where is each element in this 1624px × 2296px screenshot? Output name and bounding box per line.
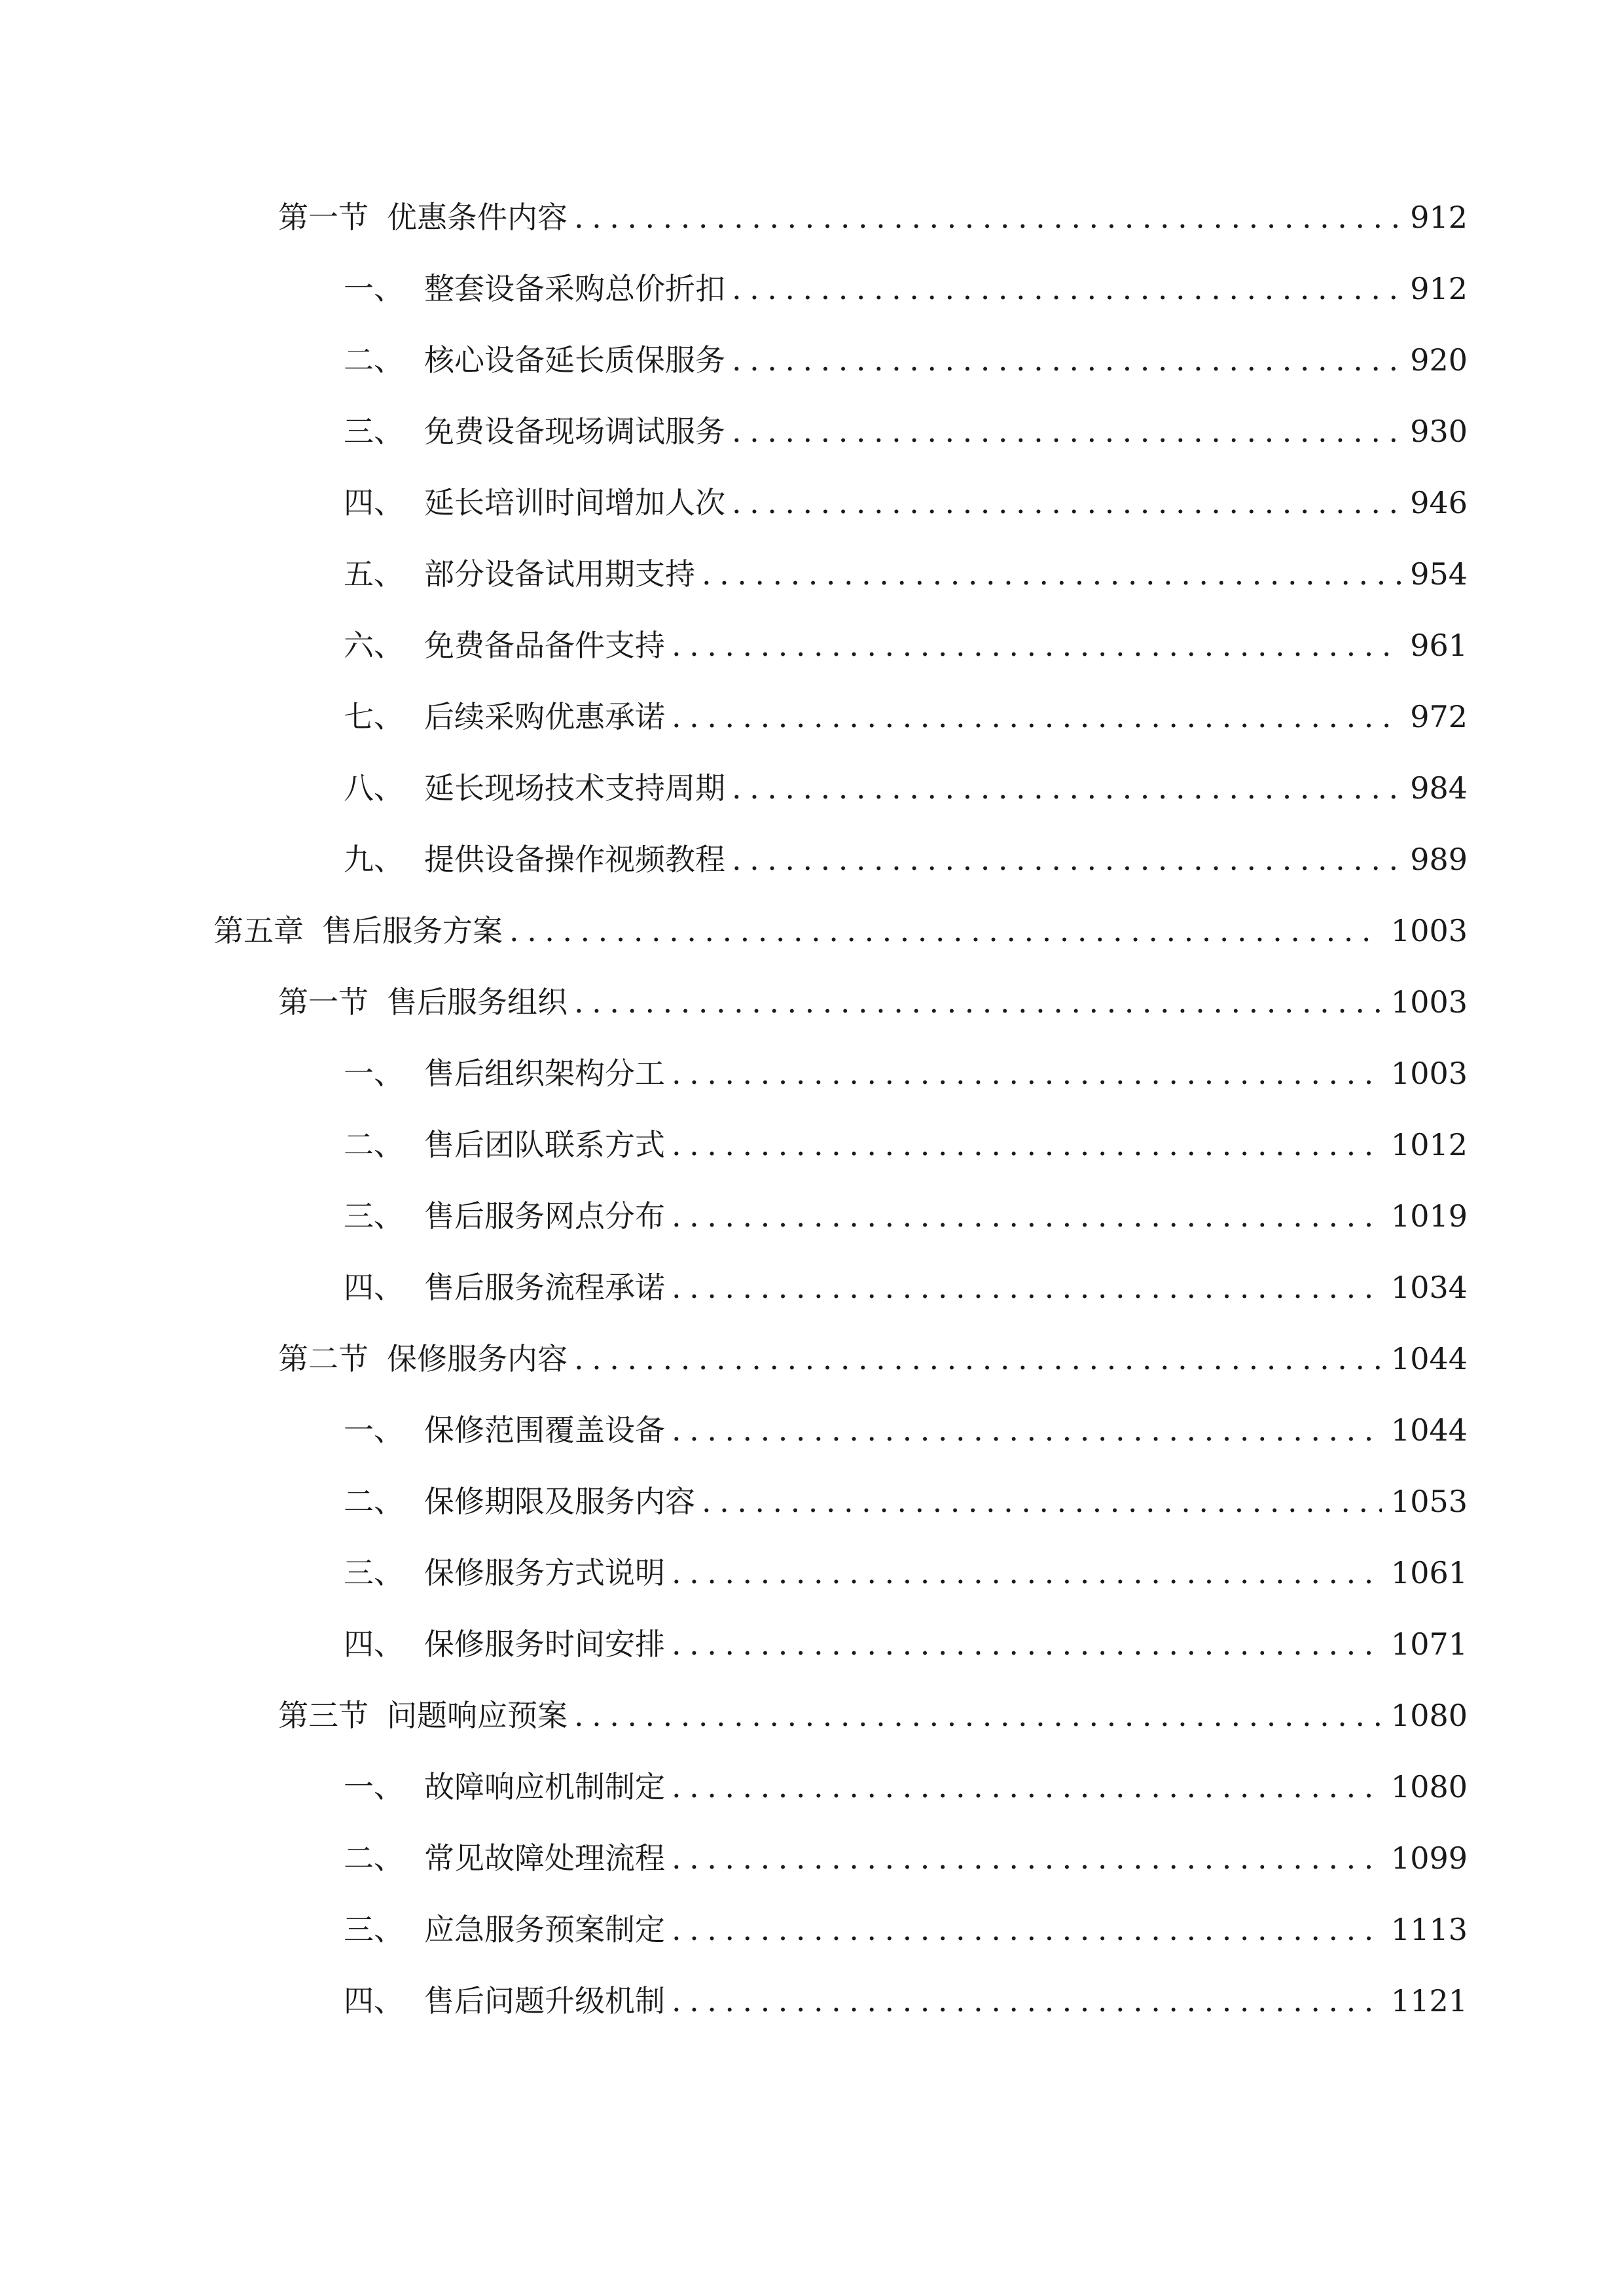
toc-entry[interactable] [344, 1475, 1468, 1528]
toc-entry-page-number: 912 [1410, 271, 1468, 306]
toc-entry-page-number: 961 [1410, 628, 1468, 663]
toc-entry-title: 售后服务网点分布 [424, 1198, 665, 1234]
toc-entry-number: 第二节 [278, 1341, 369, 1376]
dot-leader [574, 191, 1401, 243]
toc-entry-title: 保修期限及服务内容 [424, 1484, 695, 1519]
dot-leader [672, 1761, 1382, 1813]
toc-entry-page-number: 1003 [1390, 1056, 1468, 1091]
dot-leader [574, 1689, 1382, 1742]
toc-entry-title: 保修服务内容 [387, 1341, 568, 1376]
toc-entry[interactable] [344, 1404, 1468, 1456]
dot-leader [672, 1975, 1382, 2027]
toc-entry-page-number: 972 [1410, 699, 1468, 734]
dot-leader [574, 1333, 1382, 1385]
toc-entry-page-number: 1034 [1390, 1270, 1468, 1305]
toc-entry-number: 二、 [344, 1484, 404, 1519]
dot-leader [672, 1832, 1382, 1884]
toc-entry[interactable] [344, 476, 1468, 529]
dot-leader [702, 1475, 1382, 1528]
toc-entry[interactable] [213, 905, 1468, 957]
toc-entry-title: 优惠条件内容 [387, 200, 568, 235]
dot-leader [732, 334, 1401, 386]
toc-entry-page-number: 1019 [1390, 1198, 1468, 1234]
toc-entry-page-number: 1113 [1390, 1912, 1468, 1947]
toc-entry-title: 免费设备现场调试服务 [424, 414, 725, 449]
dot-leader [509, 905, 1382, 957]
dot-leader [732, 762, 1401, 814]
toc-entry-number: 八、 [344, 770, 404, 806]
dot-leader [672, 1119, 1382, 1171]
toc-entry[interactable] [344, 833, 1468, 886]
toc-entry-number: 四、 [344, 485, 404, 520]
toc-entry-title: 保修服务时间安排 [424, 1626, 665, 1662]
toc-entry-number: 四、 [344, 1983, 404, 2018]
toc-entry-page-number: 1044 [1390, 1341, 1468, 1376]
toc-entry[interactable] [344, 1190, 1468, 1242]
toc-entry-page-number: 1061 [1390, 1555, 1468, 1590]
toc-entry-page-number: 930 [1410, 414, 1468, 449]
toc-entry-number: 九、 [344, 842, 404, 877]
toc-entry-page-number: 1099 [1390, 1840, 1468, 1876]
toc-entry-page-number: 1003 [1390, 984, 1468, 1020]
toc-entry-number: 第三节 [278, 1698, 369, 1733]
toc-entry-title: 售后问题升级机制 [424, 1983, 665, 2018]
dot-leader [702, 548, 1401, 600]
toc-entry-page-number: 1121 [1390, 1983, 1468, 2018]
toc-entry-title: 保修范围覆盖设备 [424, 1412, 665, 1448]
toc-entry-number: 六、 [344, 628, 404, 663]
toc-entry-page-number: 1003 [1390, 913, 1468, 948]
dot-leader [672, 1404, 1382, 1456]
toc-entry-number: 三、 [344, 1555, 404, 1590]
toc-entry-title: 整套设备采购总价折扣 [424, 271, 725, 306]
toc-entry-page-number: 912 [1410, 200, 1468, 235]
toc-entry-page-number: 984 [1410, 770, 1468, 806]
toc-entry[interactable] [344, 334, 1468, 386]
toc-entry[interactable] [344, 1761, 1468, 1813]
toc-entry-number: 七、 [344, 699, 404, 734]
toc-entry-number: 第五章 [213, 913, 304, 948]
dot-leader [732, 833, 1401, 886]
toc-entry-title: 售后组织架构分工 [424, 1056, 665, 1091]
toc-entry[interactable] [344, 691, 1468, 743]
toc-entry-number: 五、 [344, 556, 404, 592]
toc-entry-page-number: 954 [1410, 556, 1468, 592]
toc-entry-page-number: 989 [1410, 842, 1468, 877]
dot-leader [672, 1261, 1382, 1314]
toc-entry-page-number: 1053 [1390, 1484, 1468, 1519]
toc-entry-number: 二、 [344, 1840, 404, 1876]
dot-leader [732, 476, 1401, 529]
dot-leader [732, 405, 1401, 457]
toc-entry-number: 一、 [344, 1056, 404, 1091]
toc-entry-number: 三、 [344, 1912, 404, 1947]
toc-entry-page-number: 1071 [1390, 1626, 1468, 1662]
toc-entry-number: 一、 [344, 1769, 404, 1804]
toc-entry[interactable] [344, 1119, 1468, 1171]
toc-entry-page-number: 1012 [1390, 1127, 1468, 1162]
toc-entry-title: 售后服务组织 [387, 984, 568, 1020]
toc-entry[interactable] [344, 1261, 1468, 1314]
dot-leader [672, 1047, 1382, 1100]
toc-entry-title: 免费备品备件支持 [424, 628, 665, 663]
dot-leader [672, 619, 1401, 672]
toc-entry-number: 三、 [344, 1198, 404, 1234]
toc-entry[interactable] [344, 1618, 1468, 1670]
toc-entry[interactable] [344, 619, 1468, 672]
dot-leader [672, 691, 1401, 743]
toc-entry-number: 三、 [344, 414, 404, 449]
toc-entry-title: 核心设备延长质保服务 [424, 342, 725, 378]
toc-entry[interactable] [344, 405, 1468, 457]
toc-entry[interactable] [278, 976, 1468, 1028]
toc-entry-title: 常见故障处理流程 [424, 1840, 665, 1876]
toc-entry[interactable] [344, 1975, 1468, 2027]
toc-entry-number: 四、 [344, 1270, 404, 1305]
toc-entry-title: 延长培训时间增加人次 [424, 485, 725, 520]
toc-entry[interactable] [344, 762, 1468, 814]
toc-entry-number: 一、 [344, 1412, 404, 1448]
toc-entry[interactable] [278, 1689, 1468, 1742]
toc-entry[interactable] [278, 1333, 1468, 1385]
toc-entry-title: 后续采购优惠承诺 [424, 699, 665, 734]
toc-entry-number: 二、 [344, 1127, 404, 1162]
toc-entry[interactable] [344, 1903, 1468, 1956]
dot-leader [672, 1618, 1382, 1670]
dot-leader [574, 976, 1382, 1028]
toc-entry-title: 售后服务流程承诺 [424, 1270, 665, 1305]
toc-entry[interactable] [344, 1832, 1468, 1884]
toc-entry-number: 一、 [344, 271, 404, 306]
toc-entry-title: 售后团队联系方式 [424, 1127, 665, 1162]
dot-leader [732, 262, 1401, 315]
toc-entry[interactable] [344, 1047, 1468, 1100]
toc-entry-title: 部分设备试用期支持 [424, 556, 695, 592]
toc-entry-title: 应急服务预案制定 [424, 1912, 665, 1947]
toc-entry[interactable] [278, 191, 1468, 243]
toc-entry-title: 问题响应预案 [387, 1698, 568, 1733]
dot-leader [672, 1547, 1382, 1599]
toc-entry-title: 售后服务方案 [322, 913, 503, 948]
dot-leader [672, 1190, 1382, 1242]
toc-entry-number: 第一节 [278, 984, 369, 1020]
toc-entry-number: 二、 [344, 342, 404, 378]
dot-leader [672, 1903, 1382, 1956]
toc-entry-page-number: 920 [1410, 342, 1468, 378]
toc-entry-title: 延长现场技术支持周期 [424, 770, 725, 806]
toc-entry[interactable] [344, 1547, 1468, 1599]
toc-entry-title: 保修服务方式说明 [424, 1555, 665, 1590]
toc-entry-title: 提供设备操作视频教程 [424, 842, 725, 877]
toc-entry-title: 故障响应机制制定 [424, 1769, 665, 1804]
toc-entry-page-number: 1080 [1390, 1698, 1468, 1733]
toc-entry-page-number: 1044 [1390, 1412, 1468, 1448]
toc-entry-number: 第一节 [278, 200, 369, 235]
toc-entry[interactable] [344, 262, 1468, 315]
toc-entry-page-number: 946 [1410, 485, 1468, 520]
toc-entry-page-number: 1080 [1390, 1769, 1468, 1804]
toc-entry[interactable] [344, 548, 1468, 600]
toc-entry-number: 四、 [344, 1626, 404, 1662]
